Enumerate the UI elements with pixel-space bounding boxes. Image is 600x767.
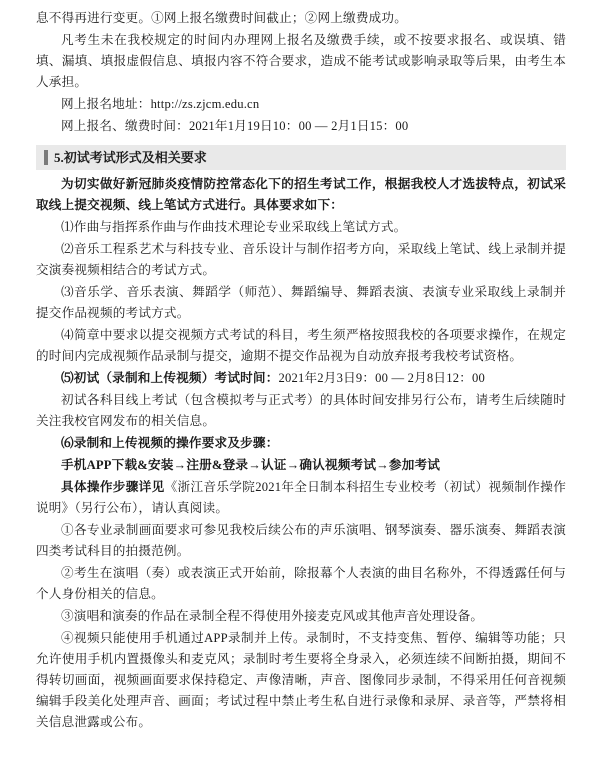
list-item-5 [36, 368, 566, 389]
website-url: http://zs.zjcm.edu.cn [150, 97, 260, 111]
list-item-1: ⑴作曲与指挥系作曲与作曲技术理论专业采取线上笔试方式。 [61, 220, 407, 234]
item6-steps: 手机APP下载&安装→注册&登录→认证→确认视频考试→参加考试 [61, 458, 441, 472]
signup-time-value: 2021年1月19日10：00 — 2月1日15：00 [188, 119, 409, 133]
section-intro: 为切实做好新冠肺炎疫情防控常态化下的招生考试工作，根据我校人才选拔特点，初试采取线上提交视频、线上笔试方式进行。具体要求如下： [36, 177, 566, 212]
item6-detail-prefix: 具体操作步骤详见 [61, 480, 165, 494]
item5-rest: 初试各科目线上考试（包含模拟考与正式考）的具体时间安排另行公布，请考生后续随时关注我校官网发布的相关信息。 [36, 393, 566, 428]
list-item-2: ⑵音乐工程系艺术与科技专业、音乐设计与制作招考方向，采取线上笔试、线上录制并提交演奏视频相结合的考试方式。 [36, 242, 566, 277]
sub-item-4: ④视频只能使用手机通过APP录制并上传。录制时，不支持变焦、暂停、编辑等功能；只允许使用手机内置摄像头和麦克风；录制时考生要将全身录入，必须连续不间断拍摄，期间不得转切画面，视频画面要求保持稳定、声像清晰，声音、图像同步录制，不得采用任何音视频编辑手段美化处理声音、画面；考试过程中禁止考生私自进行录像和录屏、录音等，严禁将相关信息泄露或公布。 [36, 631, 566, 729]
website-label: 网上报名地址： [61, 97, 151, 111]
item6-detail-suffix: （另行公布），请认真阅读。 [74, 501, 229, 515]
signup-time-line [36, 116, 566, 137]
item6-detail-doc: 《浙江音乐学院2021年全日制本科招生专业校考（初试）视频制作操作说明》 [36, 480, 566, 515]
item5-time: 2021年2月3日9：00 — 2月8日12：00 [278, 371, 485, 385]
list-item-3: ⑶音乐学、音乐表演、舞蹈学（师范）、舞蹈编导、舞蹈表演、表演专业采取线上录制并提交作品视频的考试方式。 [36, 285, 566, 320]
paragraph-top-1: 息不得再进行变更。①网上报名缴费时间截止；②网上缴费成功。 [36, 11, 408, 25]
paragraph-top-2: 凡考生未在我校规定的时间内办理网上报名及缴费手续，或不按要求报名、或误填、错填、漏填、填报虚假信息、填报内容不符合要求，造成不能考试或影响录取等后果，由考生本人承担。 [36, 33, 566, 89]
sub-item-2: ②考生在演唱（奏）或表演正式开始前，除报幕个人表演的曲目名称外，不得透露任何与个人身份相关的信息。 [36, 566, 566, 601]
sub-item-3: ③演唱和演奏的作品在录制全程不得使用外接麦克风或其他声音处理设备。 [61, 609, 484, 623]
website-line [36, 94, 566, 115]
section-marker-icon [44, 150, 48, 165]
section-title: 初试考试形式及相关要求 [63, 150, 207, 165]
list-item-6: ⑹录制和上传视频的操作要求及步骤： [61, 436, 279, 450]
item5-prefix: ⑸初试（录制和上传视频）考试时间： [61, 371, 279, 385]
list-item-4: ⑷简章中要求以提交视频方式考试的科目，考生须严格按照我校的各项要求操作，在规定的时间内完成视频作品录制与提交，逾期不提交作品视为自动放弃报考我校考试资格。 [36, 328, 566, 363]
sub-item-1: ①各专业录制画面要求可参见我校后续公布的声乐演唱、钢琴演奏、器乐演奏、舞蹈表演四类考试科目的拍摄范例。 [36, 523, 566, 558]
section-number: 5. [54, 150, 64, 165]
signup-time-label: 网上报名、缴费时间： [61, 119, 189, 133]
section-heading [36, 145, 566, 170]
item6-detail [36, 477, 566, 519]
